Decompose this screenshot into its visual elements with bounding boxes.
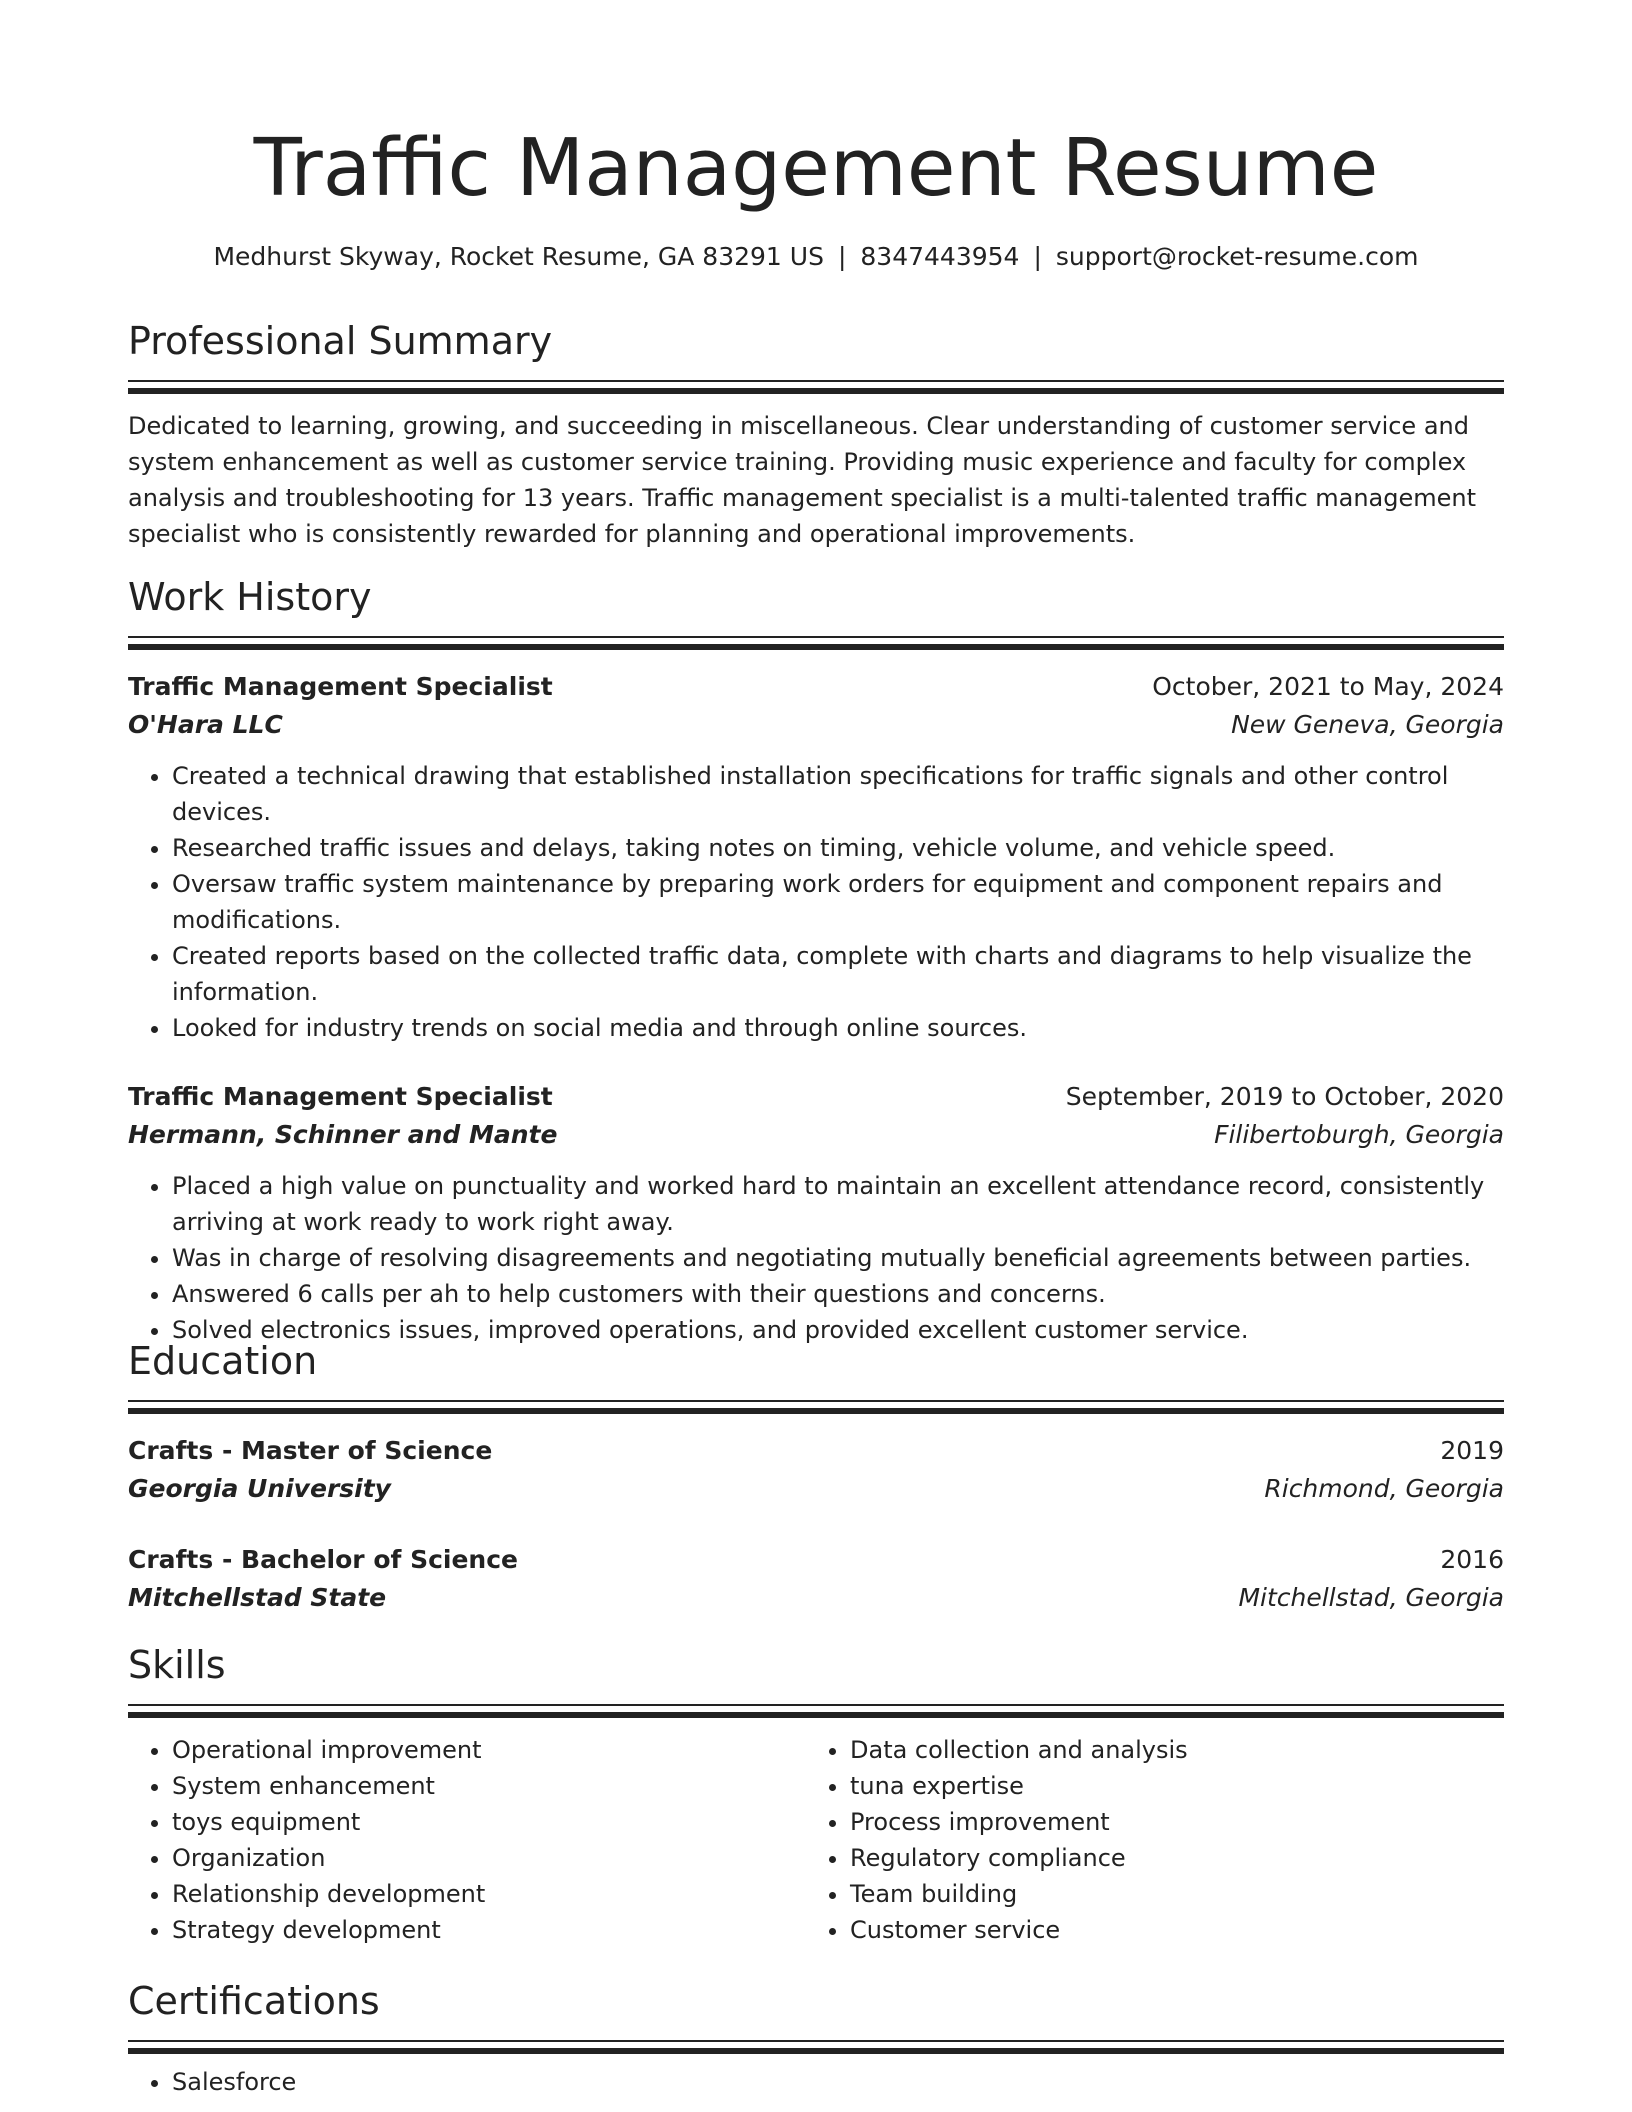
job-entry bbox=[128, 668, 1504, 1046]
skills-list-right bbox=[806, 1732, 1484, 1948]
resume-title: Traffic Management Resume bbox=[253, 122, 1379, 214]
job-company: O'Hara LLC bbox=[128, 710, 283, 739]
section-heading: Work History bbox=[128, 575, 372, 619]
skill-item: • Organization bbox=[172, 1840, 806, 1876]
summary-section bbox=[128, 316, 1504, 552]
work-history-section bbox=[128, 572, 1504, 1348]
job-title: Traffic Management Specialist bbox=[128, 672, 553, 701]
job-subheader bbox=[128, 706, 1504, 744]
skill-item: • Customer service bbox=[850, 1912, 1484, 1948]
section-heading: Skills bbox=[128, 1643, 226, 1687]
school-name: Georgia University bbox=[128, 1474, 391, 1503]
summary-text: Dedicated to learning, growing, and succeeding in miscellaneous. Clear understanding of customer service and system enhancement as well as customer service training. Providing music experience and faculty for complex analysis and troubleshooting for 13 years. Traffic management specialist is a multi-talented traffic management specialist who is consistently rewarded for planning and operational improvements. bbox=[128, 412, 1477, 548]
degree-title: Crafts - Master of Science bbox=[128, 1436, 493, 1465]
job-title: Traffic Management Specialist bbox=[128, 1082, 553, 1111]
education-entry bbox=[128, 1541, 1504, 1617]
contact-separator: | bbox=[837, 242, 847, 271]
education-header bbox=[128, 1432, 1504, 1470]
job-duty: • Researched traffic issues and delays, taking notes on timing, vehicle volume, and vehicle speed. bbox=[172, 830, 1504, 866]
section-divider bbox=[128, 380, 1504, 394]
skill-item: • tuna expertise bbox=[850, 1768, 1484, 1804]
job-duty: • Oversaw traffic system maintenance by preparing work orders for equipment and component repairs and modifications. bbox=[172, 866, 1504, 938]
skill-item: • Operational improvement bbox=[172, 1732, 806, 1768]
contact-phone: 8347443954 bbox=[860, 242, 1020, 271]
job-entry bbox=[128, 1078, 1504, 1348]
education-subheader bbox=[128, 1579, 1504, 1617]
skill-item: • Strategy development bbox=[172, 1912, 806, 1948]
job-duty: • Solved electronics issues, improved operations, and provided excellent customer service. bbox=[172, 1312, 1504, 1348]
skill-item: • System enhancement bbox=[172, 1768, 806, 1804]
graduation-year: 2016 bbox=[1440, 1545, 1504, 1574]
section-divider bbox=[128, 1400, 1504, 1414]
job-location: Filibertoburgh, Georgia bbox=[1214, 1120, 1504, 1149]
skills-columns bbox=[128, 1732, 1504, 1948]
skill-item: • Regulatory compliance bbox=[850, 1840, 1484, 1876]
graduation-year: 2019 bbox=[1440, 1436, 1504, 1465]
skill-item: • Team building bbox=[850, 1876, 1484, 1912]
job-duties bbox=[128, 758, 1504, 1046]
school-name: Mitchellstad State bbox=[128, 1583, 387, 1612]
contact-line bbox=[128, 239, 1504, 275]
job-header bbox=[128, 668, 1504, 706]
certification-item: • Salesforce bbox=[172, 2064, 1504, 2100]
section-heading: Professional Summary bbox=[128, 319, 553, 363]
job-company: Hermann, Schinner and Mante bbox=[128, 1120, 558, 1149]
job-subheader bbox=[128, 1116, 1504, 1154]
job-duty: • Placed a high value on punctuality and worked hard to maintain an excellent attendance record, consistently arriving at work ready to work right away. bbox=[172, 1168, 1504, 1240]
education-section bbox=[128, 1336, 1504, 1617]
education-header bbox=[128, 1541, 1504, 1579]
certifications-list bbox=[128, 2064, 1504, 2100]
contact-address: Medhurst Skyway, Rocket Resume, GA 83291 US bbox=[213, 242, 824, 271]
job-duties bbox=[128, 1168, 1504, 1348]
certifications-section bbox=[128, 1976, 1504, 2100]
education-subheader bbox=[128, 1470, 1504, 1508]
school-location: Mitchellstad, Georgia bbox=[1238, 1583, 1504, 1612]
job-dates: September, 2019 to October, 2020 bbox=[1065, 1082, 1504, 1111]
skill-item: • Relationship development bbox=[172, 1876, 806, 1912]
contact-email: support@rocket-resume.com bbox=[1055, 242, 1419, 271]
skills-list-left bbox=[128, 1732, 806, 1948]
skill-item: • toys equipment bbox=[172, 1804, 806, 1840]
skill-item: • Data collection and analysis bbox=[850, 1732, 1484, 1768]
section-divider bbox=[128, 1704, 1504, 1718]
job-dates: October, 2021 to May, 2024 bbox=[1152, 672, 1504, 701]
job-duty: • Created reports based on the collected traffic data, complete with charts and diagrams to help visualize the information. bbox=[172, 938, 1504, 1010]
contact-separator: | bbox=[1033, 242, 1042, 271]
section-divider bbox=[128, 636, 1504, 650]
job-header bbox=[128, 1078, 1504, 1116]
job-duty: • Created a technical drawing that established installation specifications for traffic signals and other control devices. bbox=[172, 758, 1504, 830]
skill-item: • Process improvement bbox=[850, 1804, 1484, 1840]
education-entry bbox=[128, 1432, 1504, 1508]
job-location: New Geneva, Georgia bbox=[1231, 710, 1504, 739]
section-divider bbox=[128, 2040, 1504, 2054]
job-duty: • Answered 6 calls per ah to help customers with their questions and concerns. bbox=[172, 1276, 1504, 1312]
degree-title: Crafts - Bachelor of Science bbox=[128, 1545, 518, 1574]
section-heading: Certifications bbox=[128, 1979, 380, 2023]
skills-section bbox=[128, 1640, 1504, 1948]
section-heading: Education bbox=[128, 1339, 318, 1383]
job-duty: • Looked for industry trends on social media and through online sources. bbox=[172, 1010, 1504, 1046]
job-duty: • Was in charge of resolving disagreements and negotiating mutually beneficial agreements between parties. bbox=[172, 1240, 1504, 1276]
school-location: Richmond, Georgia bbox=[1264, 1474, 1504, 1503]
